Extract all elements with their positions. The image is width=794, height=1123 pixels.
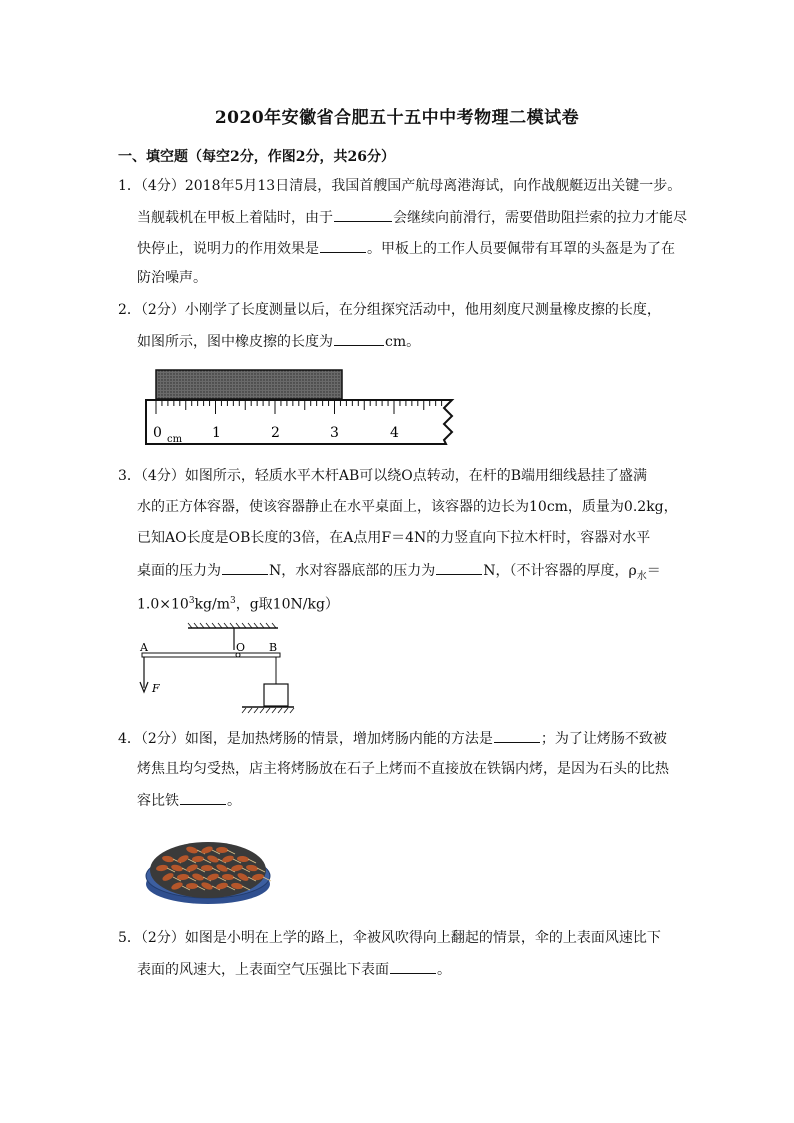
question-2-line-1: 2．（2分）小刚学了长度测量以后，在分组探究活动中，他用刻度尺测量橡皮擦的长度， [118,302,661,318]
ruler-body [146,400,452,444]
hatch-line [242,708,246,713]
grilled-sausage-photo [140,818,276,914]
question-2-line-2: 如图所示，图中橡皮擦的长度为 cm。 [137,331,420,352]
tick-label-1: 1 [212,425,221,441]
question-1-line-1: 1．（4分）2018年5月13日清晨，我国首艘国产航母离港海试，向作战舰艇迈出关键一步。 [118,178,682,194]
question-5-line-2: 表面的风速大，上表面空气压强比下表面 。 [137,959,451,980]
tick-label-0: 0 [153,425,162,441]
hatch-line [254,708,258,713]
question-1-line-3: 快停止，说明力的作用效果是 。甲板上的工作人员要佩带有耳罩的头盔是为了在 [137,238,675,259]
hatch-line [278,708,282,713]
hatch-line [260,708,264,713]
ruler-figure [140,364,460,448]
lever-figure [138,620,298,716]
answer-blank[interactable] [334,207,392,222]
answer-blank[interactable] [222,560,268,575]
question-4-line-3: 容比铁 。 [137,790,241,811]
tick-label-2: 2 [271,425,280,441]
tick-label-4: 4 [390,425,399,441]
answer-blank[interactable] [320,238,366,253]
question-5-line-1: 5．（2分）如图是小明在上学的路上，伞被风吹得向上翻起的情景，伞的上表面风速比下 [118,930,661,946]
answer-blank[interactable] [180,790,226,805]
question-score: （4分） [140,468,185,484]
section-heading: 一、填空题（每空2分，作图2分，共26分） [118,149,395,165]
tick-label-3: 3 [330,425,339,441]
question-score: （2分） [140,930,185,946]
label-b: B [269,641,278,654]
hatch-line [284,708,288,713]
hatch-line [290,708,294,713]
question-3-line-3: 已知AO长度是OB长度的3倍，在A点用F＝4N的力竖直向下拉木杆时，容器对水平 [137,530,651,546]
hatch-line [266,708,270,713]
hatch-line [272,708,276,713]
lever-bar [142,653,280,657]
question-3-line-1: 3．（4分）如图所示，轻质水平木杆AB可以绕O点转动，在杆的B端用细线悬挂了盛满 [118,468,648,484]
question-score: （4分） [140,178,185,194]
question-4-line-2: 烤焦且均匀受热，店主将烤肠放在石子上烤而不直接放在铁锅内烤，是因为石头的比热 [137,761,669,777]
answer-blank[interactable] [390,959,436,974]
question-3-line-2: 水的正方体容器，使该容器静止在水平桌面上，该容器的边长为10cm，质量为0.2kg， [137,499,678,515]
question-number: 2． [118,302,141,318]
floor-hatch [242,708,294,713]
answer-blank[interactable] [494,728,540,743]
hatch-line [248,708,252,713]
label-a: A [140,641,148,654]
question-number: 4． [118,731,141,747]
question-score: （2分） [140,731,185,747]
ruler-unit-label: cm [167,434,183,445]
question-3-line-5: $1.0\times 10^3kg/m^3$，g取10N/kg） [137,596,339,613]
question-score: （2分） [140,302,185,318]
label-f: F [152,682,160,695]
page-title: 2020年安徽省合肥五十五中中考物理二模试卷 [214,108,580,128]
label-o: O [236,641,246,654]
answer-blank[interactable] [436,560,482,575]
question-3-line-4: 桌面的压力为 N，水对容器底部的压力为 N，（不计容器的厚度，$\rho_水=$ [137,560,661,587]
cube-container [264,684,288,706]
question-number: 3． [118,468,141,484]
question-1-line-2: 当舰载机在甲板上着陆时，由于 会继续向前滑行，需要借助阻拦索的拉力才能尽 [137,207,687,228]
question-4-line-1: 4．（2分）如图，是加热烤肠的情景，增加烤肠内能的方法是 ；为了让烤肠不致被 [118,728,667,749]
sausage [186,883,198,889]
eraser [156,370,342,399]
question-number: 1． [118,178,141,194]
question-number: 5． [118,930,141,946]
answer-blank[interactable] [334,331,384,346]
question-1-line-4: 防治噪声。 [137,270,207,286]
